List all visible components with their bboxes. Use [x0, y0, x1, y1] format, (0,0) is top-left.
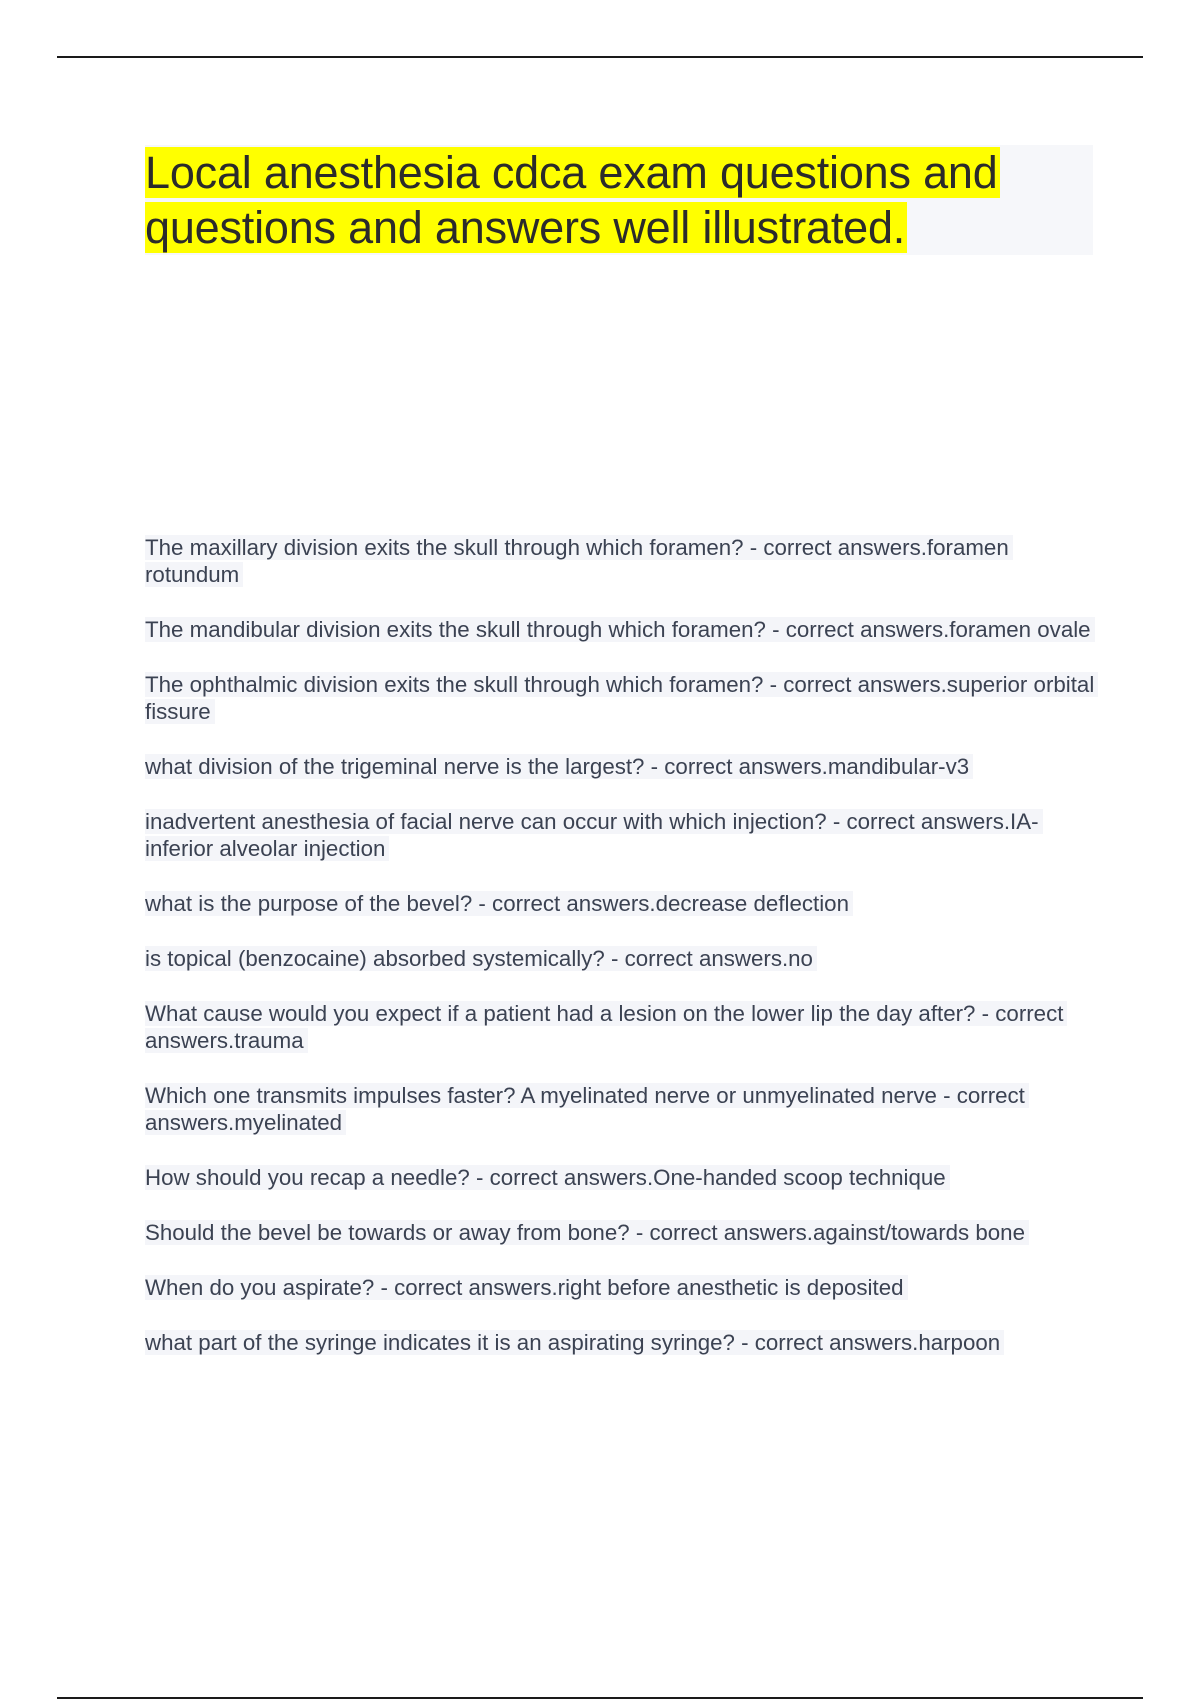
- qa-text: what is the purpose of the bevel? - correct answers.decrease deflection: [145, 891, 853, 916]
- qa-text: what part of the syringe indicates it is an aspirating syringe? - correct answers.harpoon: [145, 1330, 1004, 1355]
- qa-item: [145, 753, 1095, 780]
- qa-text: When do you aspirate? - correct answers.right before anesthetic is deposited: [145, 1275, 908, 1300]
- qa-text: Which one transmits impulses faster? A myelinated nerve or unmyelinated nerve - correct answers.myelinated: [145, 1083, 1029, 1135]
- footer-rule: [57, 1697, 1143, 1699]
- qa-text: The mandibular division exits the skull through which foramen? - correct answers.foramen ovale: [145, 617, 1095, 642]
- qa-item: [145, 616, 1095, 643]
- qa-text: is topical (benzocaine) absorbed systemically? - correct answers.no: [145, 946, 817, 971]
- qa-item: [145, 1274, 1095, 1301]
- qa-item: [145, 1082, 1095, 1136]
- qa-text: How should you recap a needle? - correct answers.One-handed scoop technique: [145, 1165, 950, 1190]
- qa-text: Should the bevel be towards or away from bone? - correct answers.against/towards bone: [145, 1220, 1029, 1245]
- title-block: [145, 145, 1093, 255]
- qa-text: The maxillary division exits the skull through which foramen? - correct answers.foramen rotundum: [145, 535, 1013, 587]
- qa-text: What cause would you expect if a patient had a lesion on the lower lip the day after? - correct answers.trauma: [145, 1001, 1067, 1053]
- qa-item: [145, 1329, 1095, 1356]
- qa-text: The ophthalmic division exits the skull through which foramen? - correct answers.superior orbital fissure: [145, 672, 1098, 724]
- qa-item: [145, 1000, 1095, 1054]
- document-title: [145, 145, 1093, 255]
- qa-item: [145, 808, 1095, 862]
- qa-item: [145, 1164, 1095, 1191]
- qa-item: [145, 890, 1095, 917]
- qa-item: [145, 1219, 1095, 1246]
- header-rule: [57, 56, 1143, 58]
- qa-text: what division of the trigeminal nerve is the largest? - correct answers.mandibular-v3: [145, 754, 973, 779]
- title-highlight: Local anesthesia cdca exam questions and questions and answers well illustrated.: [145, 147, 998, 253]
- qa-item: [145, 534, 1095, 588]
- qa-text: inadvertent anesthesia of facial nerve can occur with which injection? - correct answers.IA-inferior alveolar injection: [145, 809, 1043, 861]
- qa-list: [145, 534, 1095, 1384]
- qa-item: [145, 671, 1095, 725]
- qa-item: [145, 945, 1095, 972]
